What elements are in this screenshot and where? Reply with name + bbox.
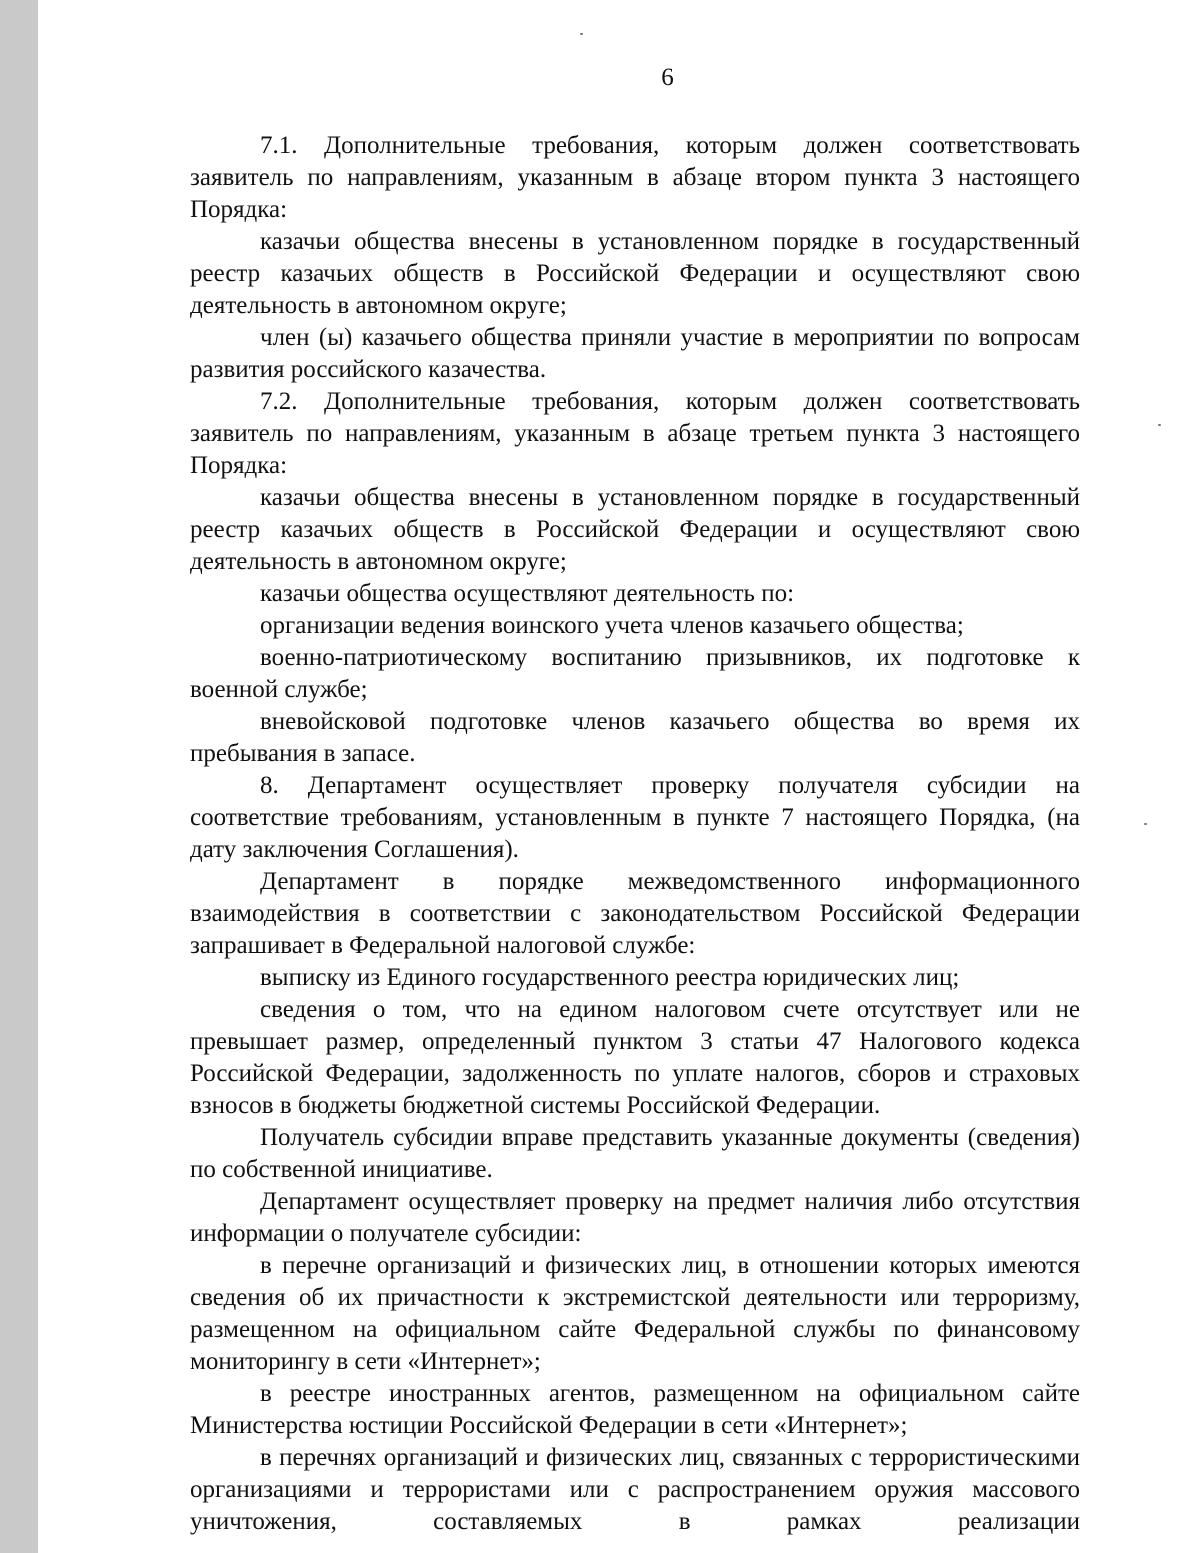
paragraph: организации ведения воинского учета членов казачьего общества; xyxy=(260,612,964,639)
paragraph: 8. Департамент осуществляет проверку получателя субсидии на соответствие требованиям, установленным в пункте 7 настоящего Порядка, (на дату заключения Соглашения). xyxy=(190,772,1080,863)
scan-speck xyxy=(1158,424,1161,426)
paragraph: в перечне организаций и физических лиц, в отношении которых имеются сведения об их причастности к экстремистской деятельности или терроризму, размещенном на официальном сайте Федеральной службы по финансовому мониторингу в сети «Интернет»; xyxy=(190,1252,1080,1375)
paragraph: Получатель субсидии вправе представить указанные документы (сведения) по собственной инициативе. xyxy=(190,1124,1080,1183)
paragraph: 7.2. Дополнительные требования, которым должен соответствовать заявитель по направлениям, указанным в абзаце третьем пункта 3 настоящего Порядка: xyxy=(190,388,1080,479)
document-page xyxy=(38,0,1200,1553)
paragraph: вневойсковой подготовке членов казачьего общества во время их пребывания в запасе. xyxy=(190,708,1080,767)
paragraph: сведения о том, что на едином налоговом счете отсутствует или не превышает размер, определенный пунктом 3 статьи 47 Налогового кодекса Российской Федерации, задолженность по уплате налогов, сборов и страховых взносов в бюджеты бюджетной системы Российской Федерации. xyxy=(190,996,1080,1119)
paragraph: член (ы) казачьего общества приняли участие в мероприятии по вопросам развития российского казачества. xyxy=(190,324,1080,383)
paragraph: казачьи общества осуществляют деятельность по: xyxy=(260,580,795,607)
paragraph: казачьи общества внесены в установленном порядке в государственный реестр казачьих обществ в Российской Федерации и осуществляют свою деятельность в автономном округе; xyxy=(190,484,1080,575)
scan-speck xyxy=(580,33,583,35)
paragraph: в перечнях организаций и физических лиц, связанных с террористическими организациями и террористами или с распространением оружия массового уничтожения, составляемых в рамках реализации xyxy=(190,1444,1080,1535)
paragraph: Департамент в порядке межведомственного информационного взаимодействия в соответствии с законодательством Российской Федерации запрашивает в Федеральной налоговой службе: xyxy=(190,868,1080,959)
document-body xyxy=(190,130,1080,1538)
paragraph: выписку из Единого государственного реестра юридических лиц; xyxy=(260,964,960,991)
paragraph: в реестре иностранных агентов, размещенном на официальном сайте Министерства юстиции Российской Федерации в сети «Интернет»; xyxy=(190,1380,1080,1439)
paragraph: военно-патриотическому воспитанию призывников, их подготовке к военной службе; xyxy=(190,644,1080,703)
paragraph: 7.1. Дополнительные требования, которым должен соответствовать заявитель по направлениям, указанным в абзаце втором пункта 3 настоящего Порядка: xyxy=(190,132,1080,223)
scan-left-edge xyxy=(0,0,38,1553)
paragraph: казачьи общества внесены в установленном порядке в государственный реестр казачьих обществ в Российской Федерации и осуществляют свою деятельность в автономном округе; xyxy=(190,228,1080,319)
scan-speck xyxy=(1144,823,1147,825)
page-number: 6 xyxy=(661,64,674,91)
paragraph: Департамент осуществляет проверку на предмет наличия либо отсутствия информации о получателе субсидии: xyxy=(190,1188,1080,1247)
